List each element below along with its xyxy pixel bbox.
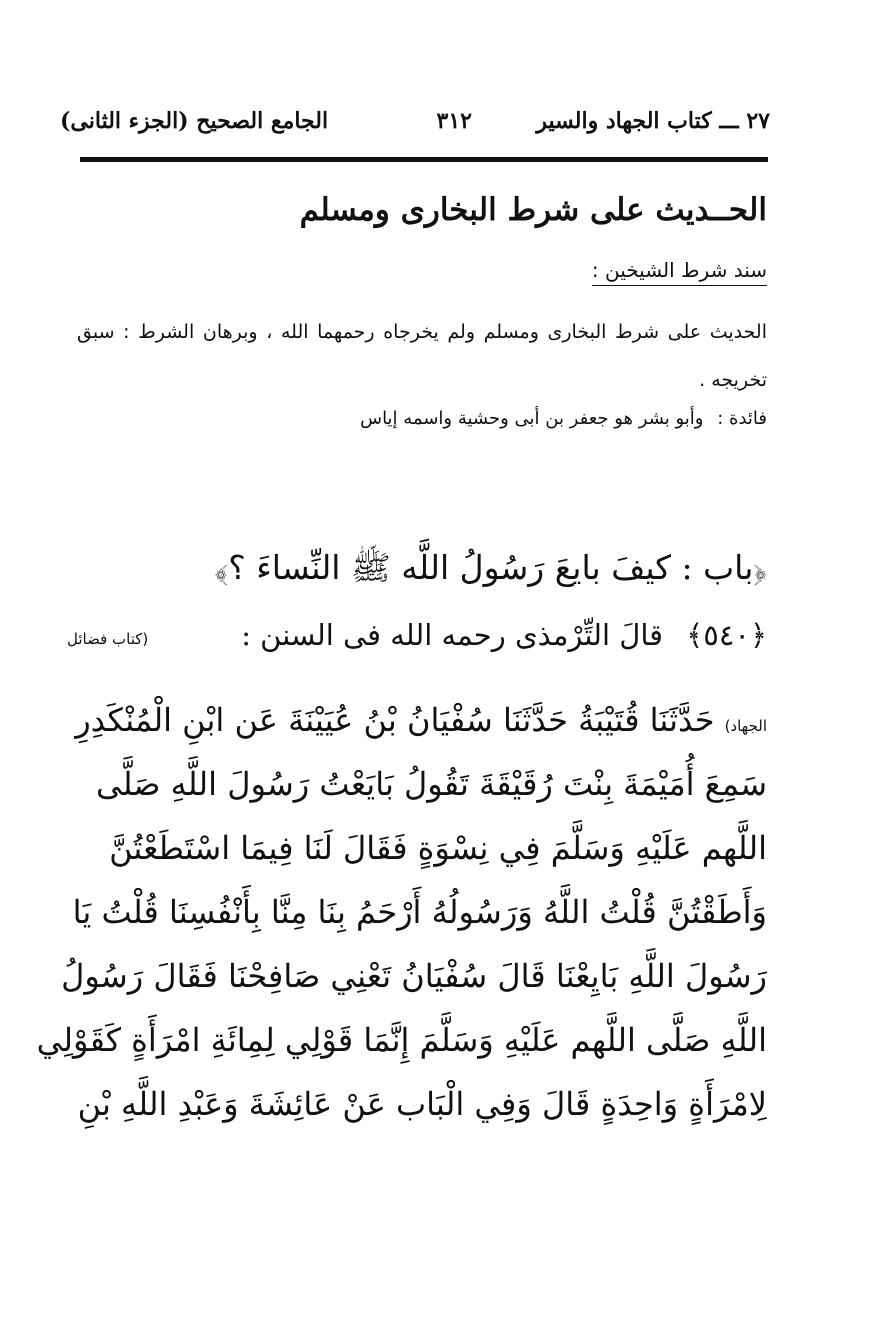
note-text: وأبو بشر هو جعفر بن أبى وحشية واسمه إياس: [360, 408, 704, 429]
header-rule: [80, 157, 768, 162]
hadith-number: ﴿٥٤٠﴾: [686, 618, 767, 652]
hadith-intro: قالَ التِّرْمذى رحمه الله فى السنن :: [241, 618, 664, 652]
running-header: [60, 108, 770, 142]
page-number: ٣١٢: [436, 108, 472, 134]
hadith-text: [36, 688, 767, 1136]
book-reference-end: الجهاد): [724, 717, 767, 735]
section-paragraph: الحديث على شرط البخارى ومسلم ولم يخرجاه رحمهما الله ، وبرهان الشرط : سبق تخريجه .: [77, 321, 767, 391]
hadith-header: [67, 618, 767, 652]
hadith-line: [57, 688, 767, 752]
hadith-line: وَأَطَقْتُنَّ قُلْتُ اللَّهُ وَرَسُولُهُ أَرْحَمُ بِنَا مِنَّا بِأَنْفُسِنَا قُلْتُ يَا: [72, 893, 767, 931]
section-subheading: سند شرط الشيخين :: [592, 258, 767, 286]
chapter-title: ﴿باب : كيفَ بايعَ رَسُولُ اللَّه ﷺ النِّساءَ ؟﴾: [214, 548, 767, 587]
note-label: فائدة :: [717, 408, 767, 429]
hadith-line: رَسُولَ اللَّهِ بَايِعْنَا قَالَ سُفْيَانُ تَعْنِي صَافِحْنَا فَقَالَ رَسُولُ: [61, 957, 767, 995]
hadith-line: اللَّهم عَلَيْهِ وَسَلَّمَ فِي نِسْوَةٍ فَقَالَ لَنَا فِيمَا اسْتَطَعْتُنَّ: [109, 829, 767, 867]
book-reference-start: (كتاب فضائل: [67, 630, 149, 648]
section-heading: الحــديث على شرط البخارى ومسلم: [299, 192, 767, 228]
hadith-line-text: حَدَّثَنَا قُتَيْبَةُ حَدَّثَنَا سُفْيَانُ بْنُ عُيَيْنَةَ عَن ابْنِ الْمُنْكَدِرِ: [75, 701, 715, 739]
benefit-note: [360, 408, 767, 429]
header-book-title: الجامع الصحيح (الجزء الثانى): [60, 108, 329, 134]
hadith-line: لِامْرَأَةٍ وَاحِدَةٍ قَالَ وَفِي الْبَاب عَنْ عَائِشَةَ وَعَبْدِ اللَّهِ بْنِ: [77, 1085, 767, 1123]
header-chapter: ٢٧ ـــ كتاب الجهاد والسير: [536, 108, 770, 134]
hadith-line: اللَّهِ صَلَّى اللَّهم عَلَيْهِ وَسَلَّمَ إِنَّمَا قَوْلِي لِمِائَةِ امْرَأَةٍ كَقَوْلِي: [36, 1021, 767, 1059]
hadith-line: سَمِعَ أُمَيْمَةَ بِنْتَ رُقَيْقَةَ تَقُولُ بَايَعْتُ رَسُولَ اللَّهِ صَلَّى: [96, 765, 767, 803]
